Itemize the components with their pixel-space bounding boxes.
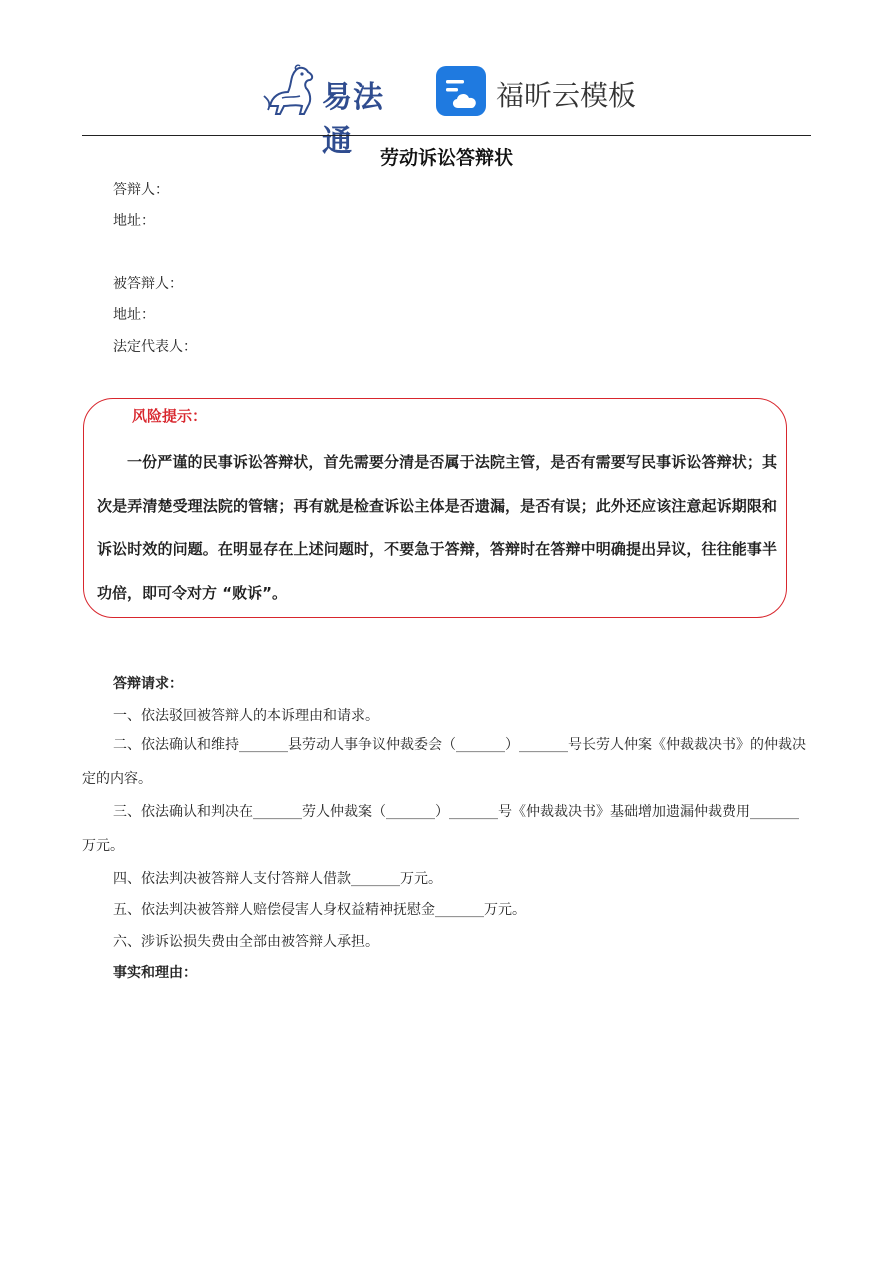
respondent-address-label: 地址： bbox=[113, 213, 155, 229]
risk-warning-text: 一份严谨的民事诉讼答辩状，首先需要分清是否属于法院主管，是否有需要写民事诉讼答辩状；其次是弄清楚受理法院的管辖；再有就是检查诉讼主体是否遗漏，是否有误；此外还应该注意起诉期限和诉讼时效的问题。在明显存在上述问题时，不要急于答辩，答辩时在答辩中明确提出异议，往往能事半功倍，即可令对方 “败诉”。 bbox=[97, 453, 777, 602]
opponent-label: 被答辩人： bbox=[113, 276, 183, 292]
facts-heading: 事实和理由： bbox=[113, 965, 197, 981]
risk-warning-box bbox=[83, 398, 787, 618]
requests-heading: 答辩请求： bbox=[113, 676, 183, 692]
request-item-3: 三、依法确认和判决在_______劳人仲裁案（_______）_______号《仲裁裁决书》基础增加遗漏仲裁费用_______万元。 bbox=[82, 804, 799, 854]
horse-emblem-icon bbox=[262, 62, 320, 118]
request-item-4: 四、依法判决被答辩人支付答辩人借款_______万元。 bbox=[113, 871, 442, 887]
foxit-template-logo bbox=[436, 66, 636, 118]
request-item-5: 五、依法判决被答辩人赔偿侵害人身权益精神抚慰金_______万元。 bbox=[113, 902, 526, 918]
yifatong-logo bbox=[262, 62, 412, 159]
document-title: 劳动诉讼答辩状 bbox=[379, 147, 513, 169]
header-divider bbox=[82, 135, 811, 136]
risk-warning-title: 风险提示： bbox=[132, 407, 208, 425]
cloud-document-icon bbox=[436, 66, 486, 116]
legal-representative-label: 法定代表人： bbox=[113, 339, 197, 355]
foxit-template-logo-text: 福昕云模板 bbox=[496, 79, 637, 112]
yifatong-logo-text: 易法通 bbox=[322, 80, 384, 159]
request-item-2: 二、依法确认和维持_______县劳动人事争议仲裁委会（_______）_______号长劳人仲案《仲裁裁决书》的仲裁决定的内容。 bbox=[82, 737, 806, 787]
request-item-6: 六、涉诉讼损失费由全部由被答辩人承担。 bbox=[113, 934, 379, 950]
request-item-1: 一、依法驳回被答辩人的本诉理由和请求。 bbox=[113, 708, 379, 724]
opponent-address-label: 地址： bbox=[113, 307, 155, 323]
respondent-label: 答辩人： bbox=[113, 182, 169, 198]
